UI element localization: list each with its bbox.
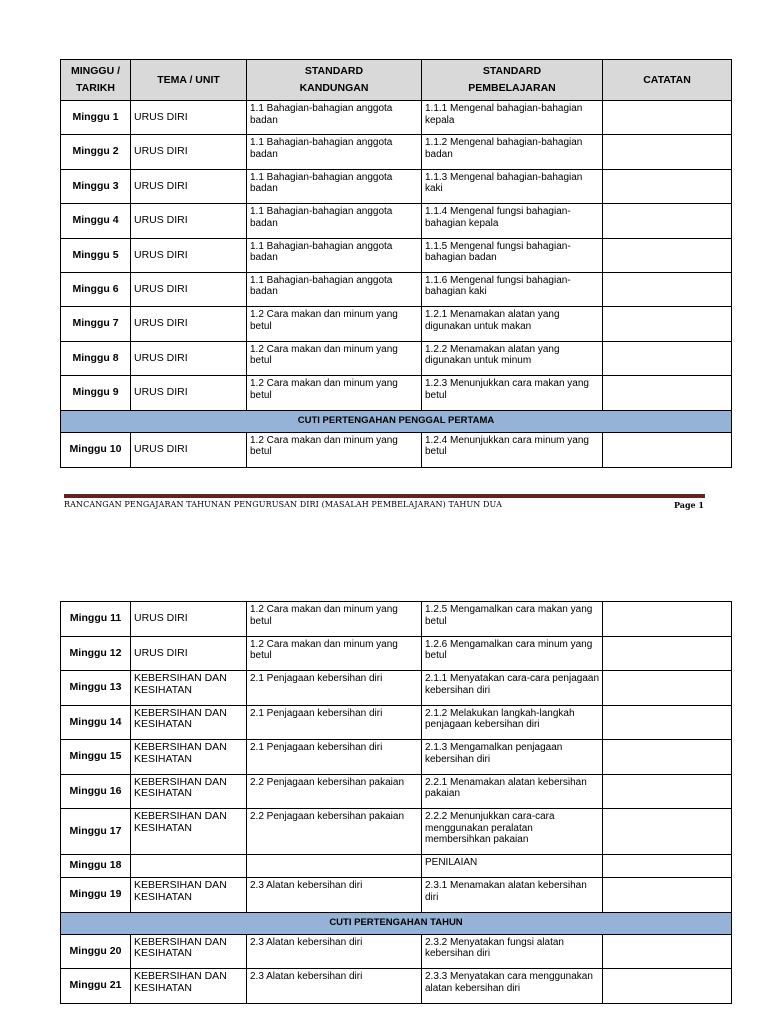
table-row [61, 432, 732, 467]
week-cell: Minggu 7 [61, 307, 131, 341]
standard-kandungan-cell: 1.2 Cara makan dan minum yang betul [247, 376, 422, 410]
standard-pembelajaran-cell: 1.1.1 Mengenal bahagian-bahagian kepala [422, 101, 603, 135]
standard-pembelajaran-cell: 1.2.6 Mengamalkan cara minum yang betul [422, 636, 603, 671]
standard-pembelajaran-cell: 1.1.6 Mengenal fungsi bahagian-bahagian kaki [422, 272, 603, 306]
plan-table-1 [60, 59, 732, 468]
catatan-cell [603, 671, 732, 706]
footer-title: RANCANGAN PENGAJARAN TAHUNAN PENGURUSAN DIRI (MASALAH PEMBELAJARAN) TAHUN DUA [64, 500, 503, 509]
catatan-cell [603, 204, 732, 238]
catatan-cell [603, 636, 732, 671]
catatan-cell [603, 878, 732, 913]
tema-cell: URUS DIRI [131, 101, 247, 135]
standard-kandungan-cell: 2.3 Alatan kebersihan diri [247, 934, 422, 969]
standard-kandungan-cell: 1.1 Bahagian-bahagian anggota badan [247, 169, 422, 203]
catatan-cell [603, 855, 732, 878]
week-cell: Minggu 8 [61, 341, 131, 375]
tema-cell: KEBERSIHAN DAN KESIHATAN [131, 774, 247, 809]
tema-cell [131, 855, 247, 878]
tema-cell: URUS DIRI [131, 238, 247, 272]
week-cell: Minggu 15 [61, 740, 131, 775]
tema-cell: URUS DIRI [131, 135, 247, 169]
holiday-row [61, 410, 732, 432]
week-cell: Minggu 13 [61, 671, 131, 706]
week-cell: Minggu 12 [61, 636, 131, 671]
standard-pembelajaran-cell: 2.3.2 Menyatakan fungsi alatan kebersihan diri [422, 934, 603, 969]
table-row [61, 238, 732, 272]
week-cell: Minggu 3 [61, 169, 131, 203]
standard-kandungan-cell: 1.2 Cara makan dan minum yang betul [247, 602, 422, 637]
standard-kandungan-cell: 2.3 Alatan kebersihan diri [247, 969, 422, 1004]
table-row [61, 101, 732, 135]
week-cell: Minggu 19 [61, 878, 131, 913]
tema-cell: KEBERSIHAN DAN KESIHATAN [131, 705, 247, 740]
catatan-cell [603, 135, 732, 169]
standard-kandungan-cell: 1.1 Bahagian-bahagian anggota badan [247, 204, 422, 238]
week-cell: Minggu 21 [61, 969, 131, 1004]
header-tema: TEMA / UNIT [131, 60, 247, 101]
standard-pembelajaran-cell: 1.1.2 Mengenal bahagian-bahagian badan [422, 135, 603, 169]
table-row [61, 705, 732, 740]
table-row [61, 671, 732, 706]
table-row [61, 307, 732, 341]
week-cell: Minggu 6 [61, 272, 131, 306]
catatan-cell [603, 341, 732, 375]
table-row [61, 376, 732, 410]
tema-cell: KEBERSIHAN DAN KESIHATAN [131, 809, 247, 855]
week-cell: Minggu 17 [61, 809, 131, 855]
standard-kandungan-cell: 2.2 Penjagaan kebersihan pakaian [247, 809, 422, 855]
standard-kandungan-cell: 2.1 Penjagaan kebersihan diri [247, 740, 422, 775]
tema-cell: KEBERSIHAN DAN KESIHATAN [131, 740, 247, 775]
standard-pembelajaran-cell: 1.2.3 Menunjukkan cara makan yang betul [422, 376, 603, 410]
page-number: Page 1 [673, 500, 704, 510]
table-row [61, 272, 732, 306]
catatan-cell [603, 934, 732, 969]
header-catatan: CATATAN [603, 60, 732, 101]
table-row [61, 602, 732, 637]
week-cell: Minggu 18 [61, 855, 131, 878]
standard-pembelajaran-cell: 2.1.3 Mengamalkan penjagaan kebersihan diri [422, 740, 603, 775]
standard-kandungan-cell: 1.2 Cara makan dan minum yang betul [247, 636, 422, 671]
standard-pembelajaran-cell: 1.1.5 Mengenal fungsi bahagian-bahagian badan [422, 238, 603, 272]
holiday-label: CUTI PERTENGAHAN PENGGAL PERTAMA [61, 410, 732, 432]
tema-cell: URUS DIRI [131, 272, 247, 306]
week-cell: Minggu 20 [61, 934, 131, 969]
table-row [61, 934, 732, 969]
tema-cell: URUS DIRI [131, 602, 247, 637]
catatan-cell [603, 307, 732, 341]
standard-pembelajaran-cell: 1.2.1 Menamakan alatan yang digunakan untuk makan [422, 307, 603, 341]
table-row [61, 204, 732, 238]
week-cell: Minggu 4 [61, 204, 131, 238]
plan-table-2 [60, 601, 732, 1004]
tema-cell: KEBERSIHAN DAN KESIHATAN [131, 969, 247, 1004]
tema-cell: KEBERSIHAN DAN KESIHATAN [131, 671, 247, 706]
catatan-cell [603, 774, 732, 809]
standard-kandungan-cell: 1.1 Bahagian-bahagian anggota badan [247, 101, 422, 135]
table-row [61, 636, 732, 671]
standard-kandungan-cell: 1.1 Bahagian-bahagian anggota badan [247, 272, 422, 306]
header-standard-pembelajaran: STANDARD PEMBELAJARAN [422, 60, 603, 101]
standard-pembelajaran-cell: 2.1.1 Menyatakan cara-cara penjagaan kebersihan diri [422, 671, 603, 706]
catatan-cell [603, 238, 732, 272]
standard-kandungan-cell: 2.1 Penjagaan kebersihan diri [247, 705, 422, 740]
catatan-cell [603, 740, 732, 775]
catatan-cell [603, 432, 732, 467]
table-row [61, 740, 732, 775]
tema-cell: URUS DIRI [131, 341, 247, 375]
header-minggu: MINGGU / TARIKH [61, 60, 131, 101]
week-cell: Minggu 1 [61, 101, 131, 135]
catatan-cell [603, 272, 732, 306]
tema-cell: KEBERSIHAN DAN KESIHATAN [131, 934, 247, 969]
table-header-row [61, 60, 732, 101]
tema-cell: URUS DIRI [131, 376, 247, 410]
catatan-cell [603, 809, 732, 855]
tema-cell: URUS DIRI [131, 307, 247, 341]
holiday-row [61, 912, 732, 934]
catatan-cell [603, 376, 732, 410]
standard-kandungan-cell: 1.1 Bahagian-bahagian anggota badan [247, 238, 422, 272]
standard-kandungan-cell: 2.3 Alatan kebersihan diri [247, 878, 422, 913]
standard-kandungan-cell: 1.2 Cara makan dan minum yang betul [247, 341, 422, 375]
table-row [61, 809, 732, 855]
catatan-cell [603, 101, 732, 135]
standard-pembelajaran-cell: 1.2.5 Mengamalkan cara makan yang betul [422, 602, 603, 637]
tema-cell: URUS DIRI [131, 432, 247, 467]
standard-kandungan-cell: 1.2 Cara makan dan minum yang betul [247, 432, 422, 467]
table-row [61, 969, 732, 1004]
table-row [61, 774, 732, 809]
standard-pembelajaran-cell: 2.3.1 Menamakan alatan kebersihan diri [422, 878, 603, 913]
standard-pembelajaran-cell: 1.1.3 Mengenal bahagian-bahagian kaki [422, 169, 603, 203]
holiday-label: CUTI PERTENGAHAN TAHUN [61, 912, 732, 934]
standard-pembelajaran-cell: 1.2.4 Menunjukkan cara minum yang betul [422, 432, 603, 467]
standard-kandungan-cell: 1.2 Cara makan dan minum yang betul [247, 307, 422, 341]
week-cell: Minggu 11 [61, 602, 131, 637]
standard-pembelajaran-cell: 1.2.2 Menamakan alatan yang digunakan untuk minum [422, 341, 603, 375]
week-cell: Minggu 2 [61, 135, 131, 169]
table-row [61, 878, 732, 913]
tema-cell: URUS DIRI [131, 204, 247, 238]
week-cell: Minggu 14 [61, 705, 131, 740]
header-standard-kandungan: STANDARD KANDUNGAN [247, 60, 422, 101]
standard-pembelajaran-cell: 2.3.3 Menyatakan cara menggunakan alatan kebersihan diri [422, 969, 603, 1004]
table-row [61, 135, 732, 169]
standard-pembelajaran-cell: PENILAIAN [422, 855, 603, 878]
week-cell: Minggu 5 [61, 238, 131, 272]
standard-pembelajaran-cell: 2.2.2 Menunjukkan cara-cara menggunakan peralatan membersihkan pakaian [422, 809, 603, 855]
standard-pembelajaran-cell: 1.1.4 Mengenal fungsi bahagian-bahagian kepala [422, 204, 603, 238]
footer-rule [64, 494, 705, 498]
tema-cell: URUS DIRI [131, 636, 247, 671]
standard-kandungan-cell: 1.1 Bahagian-bahagian anggota badan [247, 135, 422, 169]
catatan-cell [603, 169, 732, 203]
catatan-cell [603, 705, 732, 740]
catatan-cell [603, 969, 732, 1004]
table-row [61, 855, 732, 878]
standard-pembelajaran-cell: 2.1.2 Melakukan langkah-langkah penjagaan kebersihan diri [422, 705, 603, 740]
table-row [61, 341, 732, 375]
week-cell: Minggu 10 [61, 432, 131, 467]
catatan-cell [603, 602, 732, 637]
standard-kandungan-cell: 2.1 Penjagaan kebersihan diri [247, 671, 422, 706]
tema-cell: URUS DIRI [131, 169, 247, 203]
standard-pembelajaran-cell: 2.2.1 Menamakan alatan kebersihan pakaian [422, 774, 603, 809]
week-cell: Minggu 9 [61, 376, 131, 410]
tema-cell: KEBERSIHAN DAN KESIHATAN [131, 878, 247, 913]
standard-kandungan-cell: 2.2 Penjagaan kebersihan pakaian [247, 774, 422, 809]
standard-kandungan-cell [247, 855, 422, 878]
table-row [61, 169, 732, 203]
week-cell: Minggu 16 [61, 774, 131, 809]
